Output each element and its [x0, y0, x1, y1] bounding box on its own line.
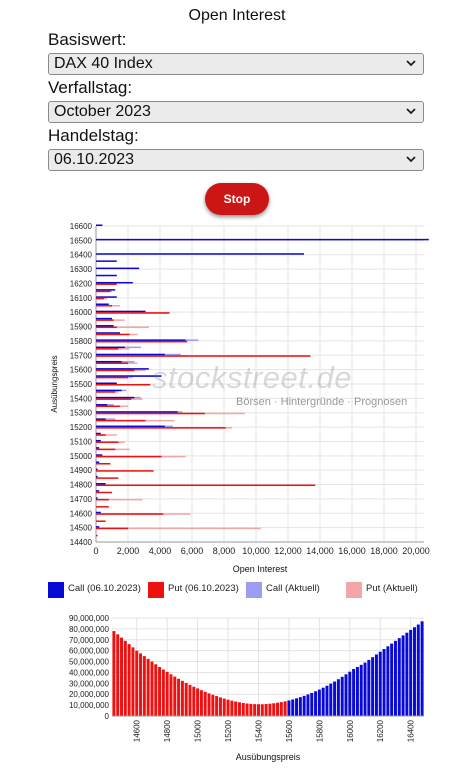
put-bar — [96, 384, 150, 386]
y-tick-label: 14800 — [69, 480, 92, 490]
x-tick-label: 14,000 — [306, 546, 334, 556]
x-tick-label: 16400 — [406, 720, 416, 743]
call-bar — [96, 440, 101, 442]
payout-bar — [394, 641, 397, 716]
call-bar — [96, 447, 99, 449]
payout-bar — [329, 684, 332, 716]
y-tick-label: 20,000,000 — [68, 690, 109, 700]
call-bar — [96, 289, 115, 291]
payout-bar — [280, 702, 283, 716]
call-bar — [96, 426, 165, 428]
payout-bar — [219, 697, 222, 716]
call-bar — [96, 404, 107, 406]
payout-bar — [230, 701, 233, 716]
basiswert-value: DAX 40 Index — [54, 55, 153, 72]
payout-bar — [169, 674, 172, 716]
put-bar — [96, 470, 154, 472]
payout-chart — [0, 608, 474, 772]
call-bar — [96, 311, 146, 313]
call-bar — [96, 354, 165, 356]
put-bar — [96, 334, 130, 336]
payout-bar — [154, 664, 157, 716]
payout-bar — [189, 685, 192, 716]
y-tick-label: 14700 — [69, 494, 92, 504]
put-bar — [96, 391, 115, 393]
call-bar — [96, 411, 178, 413]
call-bar — [96, 454, 102, 456]
put-bar — [96, 312, 170, 314]
x-tick-label: 14800 — [163, 720, 173, 743]
payout-bar — [131, 647, 134, 716]
put-bar — [96, 377, 128, 379]
payout-bar — [181, 681, 184, 716]
y-tick-label: 90,000,000 — [68, 614, 109, 623]
x-tick-label: 6,000 — [180, 546, 204, 556]
call-bar — [96, 497, 98, 499]
payout-bar — [360, 665, 363, 716]
legend-label: Put (06.10.2023) — [168, 583, 239, 594]
basiswert-select[interactable] — [48, 53, 424, 75]
payout-bar — [261, 704, 264, 716]
put-bar — [96, 535, 98, 537]
x-axis-title: Ausübungspreis — [235, 752, 301, 762]
payout-bar — [356, 667, 359, 716]
call-bar — [96, 296, 117, 298]
call-bar — [96, 253, 304, 255]
y-tick-label: 14900 — [69, 466, 92, 476]
x-tick-label: 10,000 — [242, 546, 270, 556]
payout-bar — [295, 698, 298, 716]
payout-bar — [413, 627, 416, 716]
y-tick-label: 14600 — [69, 509, 92, 519]
payout-bar — [196, 688, 199, 716]
payout-bar — [352, 669, 355, 716]
payout-bar — [322, 688, 325, 716]
payout-bar — [242, 703, 245, 716]
payout-bar — [139, 653, 142, 716]
y-tick-label: 15300 — [69, 408, 92, 418]
put-bar — [96, 456, 162, 458]
put-bar — [96, 434, 106, 436]
y-tick-label: 15400 — [69, 394, 92, 404]
x-tick-label: 18,000 — [370, 546, 398, 556]
payout-bar — [204, 692, 207, 716]
x-tick-label: 16,000 — [338, 546, 366, 556]
payout-bar — [150, 662, 153, 716]
y-tick-label: 16400 — [69, 250, 92, 260]
call-bar — [96, 332, 120, 334]
payout-bar — [200, 690, 203, 716]
y-tick-label: 16200 — [69, 279, 92, 289]
page-title: Open Interest — [188, 7, 286, 24]
x-tick-label: 12,000 — [274, 546, 302, 556]
y-tick-label: 60,000,000 — [68, 646, 109, 656]
y-tick-label: 16500 — [69, 236, 92, 246]
x-tick-label: 8,000 — [212, 546, 236, 556]
y-tick-label: 0 — [104, 712, 109, 721]
payout-bar — [192, 687, 195, 716]
put-bar — [96, 520, 106, 522]
y-tick-label: 40,000,000 — [68, 668, 109, 678]
call-bar — [96, 347, 125, 349]
payout-bar — [310, 693, 313, 716]
call-bar — [96, 303, 109, 305]
put-bar — [96, 506, 109, 508]
verfallstag-select[interactable] — [48, 101, 424, 123]
payout-bar — [390, 644, 393, 716]
put-bar — [96, 413, 205, 415]
y-tick-label: 15200 — [69, 423, 92, 433]
call-bar — [96, 368, 149, 370]
put-bar — [96, 528, 128, 530]
payout-bar — [421, 621, 424, 716]
call-bar — [96, 325, 114, 327]
payout-bar — [299, 697, 302, 716]
verfallstag-label: Verfallstag: — [48, 78, 133, 97]
put-bar — [96, 463, 110, 465]
chevron-down-icon — [405, 105, 417, 117]
x-tick-label: 20,000 — [402, 546, 430, 556]
payout-bar — [158, 667, 161, 716]
payout-bar — [147, 659, 150, 716]
y-tick-label: 16000 — [69, 308, 92, 318]
payout-bar — [116, 634, 119, 716]
payout-bar — [318, 690, 321, 716]
y-tick-label: 16300 — [69, 265, 92, 275]
call-bar — [96, 476, 98, 478]
payout-bar — [177, 679, 180, 716]
put-bar — [96, 348, 118, 350]
y-tick-label: 16600 — [69, 222, 92, 231]
legend-label: Put (Aktuell) — [366, 583, 418, 594]
x-tick-label: 2,000 — [116, 546, 140, 556]
put-bar — [96, 298, 104, 300]
call-bar — [96, 260, 117, 262]
y-tick-label: 15800 — [69, 336, 92, 346]
payout-bar — [314, 691, 317, 716]
payout-bar — [238, 702, 241, 716]
chart-legend — [0, 578, 474, 604]
payout-bar — [253, 704, 256, 716]
call-bar — [96, 526, 99, 528]
payout-bar — [246, 703, 249, 716]
payout-bar — [227, 700, 230, 716]
legend-swatch — [48, 582, 64, 598]
payout-bar — [162, 670, 165, 716]
x-tick-label: 15800 — [315, 720, 325, 743]
payout-bar — [333, 681, 336, 716]
put-bar — [96, 291, 110, 293]
call-bar — [96, 282, 133, 284]
legend-swatch — [148, 582, 164, 598]
payout-bar — [371, 657, 374, 716]
y-tick-label: 50,000,000 — [68, 657, 109, 667]
put-bar — [96, 441, 118, 443]
payout-bar — [234, 702, 237, 716]
call-bar — [96, 433, 101, 435]
payout-bar — [272, 703, 275, 716]
watermark-brand: stockstreet.de — [152, 360, 352, 395]
legend-label: Call (Aktuell) — [266, 583, 320, 594]
watermark-tagline: Börsen · Hintergründe · Prognosen — [236, 396, 408, 408]
put-bar — [96, 362, 128, 364]
y-tick-label: 80,000,000 — [68, 624, 109, 634]
call-bar — [96, 268, 139, 270]
payout-bar — [379, 652, 382, 716]
payout-bar — [348, 672, 351, 716]
y-tick-label: 70,000,000 — [68, 635, 109, 645]
payout-bar — [208, 693, 211, 716]
put-bar — [96, 513, 163, 515]
put-bar — [96, 283, 117, 285]
payout-bar — [375, 654, 378, 716]
payout-bar — [367, 660, 370, 716]
payout-bar — [265, 704, 268, 716]
x-tick-label: 15200 — [224, 720, 234, 743]
y-tick-label: 10,000,000 — [68, 701, 109, 711]
call-bar — [96, 490, 99, 492]
call-bar — [96, 461, 99, 463]
x-tick-label: 15600 — [284, 720, 294, 743]
put-bar — [96, 485, 315, 487]
payout-bar — [249, 704, 252, 716]
legend-swatch — [346, 582, 362, 598]
stop-button[interactable]: Stop — [205, 183, 269, 215]
chevron-down-icon — [405, 153, 417, 165]
handelstag-value: 06.10.2023 — [54, 151, 135, 168]
payout-bar — [268, 704, 271, 716]
basiswert-label: Basiswert: — [48, 30, 127, 49]
payout-bar — [364, 663, 367, 716]
payout-bar — [128, 644, 131, 716]
call-bar — [96, 339, 186, 341]
payout-bar — [325, 686, 328, 716]
payout-bar — [185, 683, 188, 716]
payout-bar — [112, 631, 115, 716]
payout-bar — [211, 695, 214, 716]
verfallstag-value: October 2023 — [54, 103, 151, 120]
y-tick-label: 15600 — [69, 365, 92, 375]
payout-bar — [386, 646, 389, 716]
payout-bar — [417, 625, 420, 716]
payout-bar — [398, 638, 401, 716]
payout-bar — [306, 694, 309, 716]
call-bar — [96, 318, 112, 320]
y-axis-title: Ausübungspreis — [50, 355, 59, 413]
legend-swatch — [246, 582, 262, 598]
payout-bar — [383, 649, 386, 716]
y-tick-label: 15900 — [69, 322, 92, 332]
call-bar — [96, 361, 122, 363]
call-bar — [96, 397, 134, 399]
y-tick-label: 30,000,000 — [68, 679, 109, 689]
payout-bar — [276, 703, 279, 716]
x-tick-label: 14600 — [132, 720, 142, 743]
payout-bar — [287, 700, 290, 716]
x-axis-title: Open Interest — [232, 564, 288, 574]
put-bar — [96, 319, 114, 321]
call-bar — [96, 224, 102, 226]
call-bar — [96, 512, 101, 514]
put-bar — [96, 427, 226, 429]
call-bar — [96, 469, 98, 471]
y-tick-label: 14500 — [69, 523, 92, 533]
payout-bar — [257, 704, 260, 716]
payout-bar — [124, 641, 127, 716]
put-bar — [96, 449, 115, 451]
payout-bar — [291, 699, 294, 716]
y-tick-label: 14400 — [69, 538, 92, 547]
payout-bar — [135, 651, 138, 716]
put-bar — [96, 420, 146, 422]
x-tick-label: 15000 — [193, 720, 203, 743]
payout-bar — [143, 656, 146, 716]
call-bar — [96, 275, 117, 277]
put-bar — [96, 327, 117, 329]
x-tick-label: 4,000 — [148, 546, 172, 556]
x-tick-label: 15400 — [254, 720, 264, 743]
payout-bar — [303, 696, 306, 716]
y-tick-label: 16100 — [69, 293, 92, 303]
payout-bar — [341, 677, 344, 716]
y-tick-label: 15700 — [69, 351, 92, 361]
handelstag-select[interactable] — [48, 149, 424, 171]
y-tick-label: 15100 — [69, 437, 92, 447]
handelstag-label: Handelstag: — [48, 126, 139, 145]
payout-bar — [337, 679, 340, 716]
x-tick-label: 16200 — [376, 720, 386, 743]
payout-bar — [409, 630, 412, 716]
payout-bar — [166, 672, 169, 716]
put-bar — [96, 355, 310, 357]
put-bar — [96, 370, 134, 372]
call-bar — [96, 382, 117, 384]
call-bar — [96, 390, 122, 392]
x-tick-label: 16000 — [345, 720, 355, 743]
payout-bar — [173, 677, 176, 716]
call-bar — [96, 239, 429, 241]
put-bar — [96, 305, 112, 307]
y-tick-label: 15500 — [69, 380, 92, 389]
put-bar — [96, 398, 131, 400]
x-tick-label: 0 — [93, 546, 99, 556]
legend-label: Call (06.10.2023) — [68, 583, 141, 594]
put-bar — [96, 499, 109, 501]
chevron-down-icon — [405, 57, 417, 69]
call-bar — [96, 418, 106, 420]
payout-bar — [284, 701, 287, 716]
payout-bar — [345, 674, 348, 716]
put-bar — [96, 477, 118, 479]
payout-bar — [215, 696, 218, 716]
put-bar — [96, 341, 187, 343]
call-bar — [96, 483, 106, 485]
payout-bar — [402, 635, 405, 716]
payout-bar — [223, 699, 226, 716]
put-bar — [96, 492, 112, 494]
put-bar — [96, 406, 120, 408]
payout-bar — [405, 633, 408, 716]
payout-bar — [120, 638, 123, 716]
y-tick-label: 15000 — [69, 451, 92, 461]
